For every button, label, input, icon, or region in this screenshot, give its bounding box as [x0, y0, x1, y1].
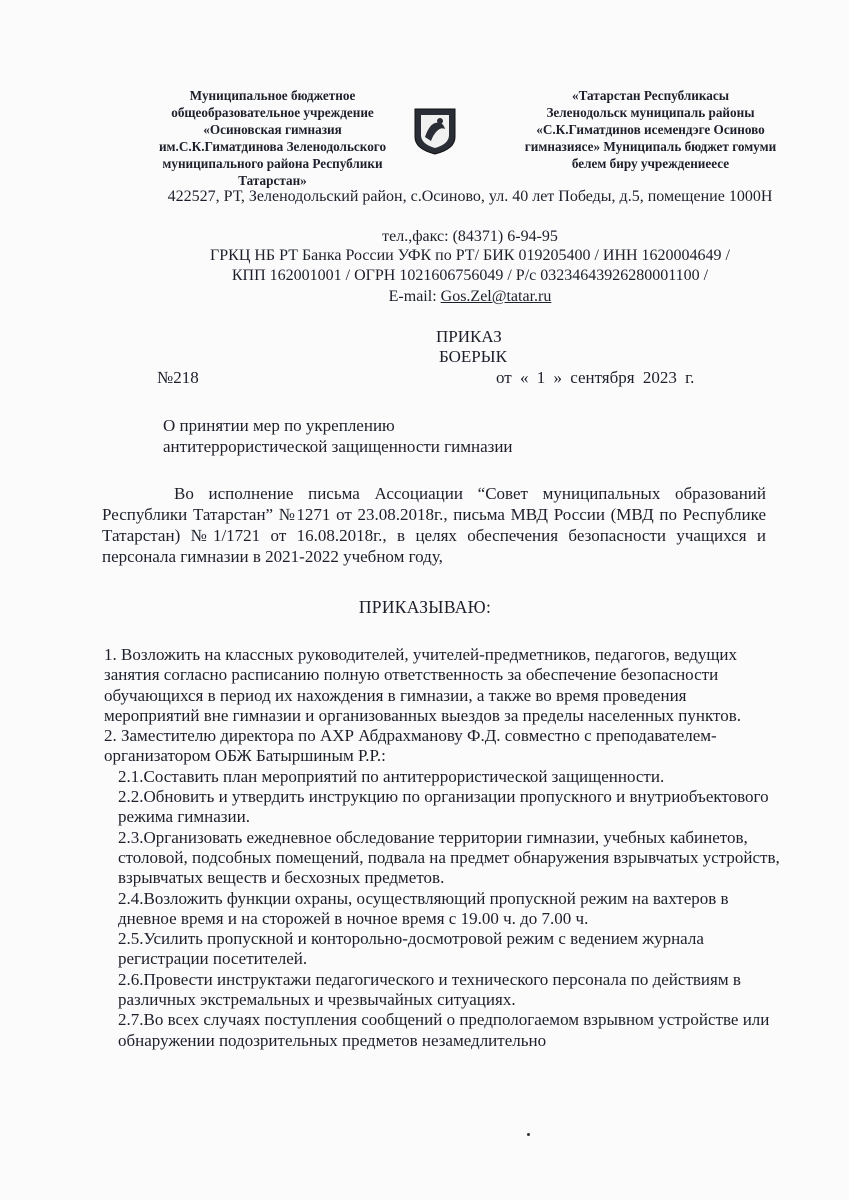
subject-line1: О принятии мер по укреплению: [163, 416, 395, 435]
order-item-2-4: 2.4.Возложить функции охраны, осуществляющий пропускной режим на вахтеров в дневное время и на сторожей в ночное время с 19.00 ч. до 7.00 ч.: [118, 888, 729, 928]
order-item-2-1: 2.1.Составить план мероприятий по антитеррористической защищенности.: [118, 766, 665, 786]
order-item-1: 1. Возложить на классных руководителей, учителей-предметников, педагогов, ведущих занятия согласно расписанию полную ответственность за обеспечение безопасности обучающихся в период их нахождения в гимназии, а также во время проведения мероприятий вне гимназии и организованных выездов за пределы населенных пунктов.: [104, 645, 742, 725]
address: 422527, РТ, Зеленодольский район, с.Осиново, ул. 40 лет Победы, д.5, помещение 1000Н: [167, 188, 773, 205]
bank-details-line1: ГРКЦ НБ РТ Банка России УФК по РТ/ БИК 019205400 / ИНН 1620004649 /: [210, 247, 730, 264]
org-name-tt-line1: «Татарстан Республикасы: [571, 88, 730, 103]
email: [150, 287, 790, 306]
order-item-2-2: 2.2.Обновить и утвердить инструкцию по организации пропускного и внутриобъектового режима гимназии.: [118, 787, 769, 827]
org-name-tt: [518, 87, 783, 172]
order-subject: [163, 415, 513, 457]
preamble: Во исполнение письма Ассоциации “Совет муниципальных образований Республики Татарстан” №1271 от 23.08.2018г., письма МВД России (МВД по Республике Татарстан) №1/1721 от 16.08.2018г., в целях обеспечения безопасности учащихся и персонала гимназии в 2021-2022 учебном году,: [102, 484, 766, 566]
order-item-2-3: 2.3.Организовать ежедневное обследование территории гимназии, учебных кабинетов, столовой, подсобных помещений, подвала на предмет обнаружения взрывчатых устройств, взрывчатых веществ и бесхозных предметов.: [118, 827, 780, 888]
org-name-tt-line3: «С.К.Гиматдинов исемендэге Осиново гимназиясе» Муниципаль бюджет гомуми белем биру учреждениеесе: [524, 122, 777, 171]
bank-details-line2: КПП 162001001 / ОГРН 1021606756049 / Р/с 03234643926280001100 /: [231, 267, 709, 284]
order-item-2-5: 2.5.Усилить пропускной и конторольно-досмотровой режим с ведением журнала регистрации посетителей.: [118, 929, 704, 969]
order-item-2-6: 2.6.Провести инструктажи педагогического и технического персонала по действиям в различных экстремальных и чрезвычайных ситуациях.: [118, 969, 741, 1010]
order-item-2: 2. Заместителю директора по АХР Абдрахманову Ф.Д. совместно с преподавателем-организатором ОБЖ Батыршиным Р.Р.:: [104, 726, 717, 766]
doc-title-tt: БОЕРЫК: [439, 347, 507, 366]
order-item-2-7: 2.7.Во всех случаях поступления сообщений о предпологаемом взрывном устройстве или обнаружении подозрительных предметов незамедлительно: [118, 1010, 770, 1050]
order-date: от « 1 » сентября 2023 г.: [496, 368, 695, 387]
order-items: [104, 645, 784, 1051]
org-name-tt-line2: Зеленодольск муниципаль районы: [546, 105, 755, 120]
email-link[interactable]: Gos.Zel@tatar.ru: [440, 288, 552, 305]
org-name-ru: Муниципальное бюджетное общеобразовательное учреждение «Осиновская гимназия им.С.К.Гиматдинова Зеленодольского муниципального района Республики Татарстан»: [158, 88, 387, 188]
coat-of-arms-icon: [413, 107, 457, 155]
phone-fax: тел.,факс: (84371) 6-94-95: [382, 228, 558, 245]
orders-heading: ПРИКАЗЫВАЮ:: [358, 597, 492, 617]
page-mark: [527, 1133, 530, 1136]
order-number: №218: [157, 368, 199, 387]
email-label: E-mail:: [388, 288, 441, 305]
subject-line2: антитеррористической защищенности гимназии: [163, 437, 513, 456]
doc-title-ru: ПРИКАЗ: [436, 327, 502, 346]
